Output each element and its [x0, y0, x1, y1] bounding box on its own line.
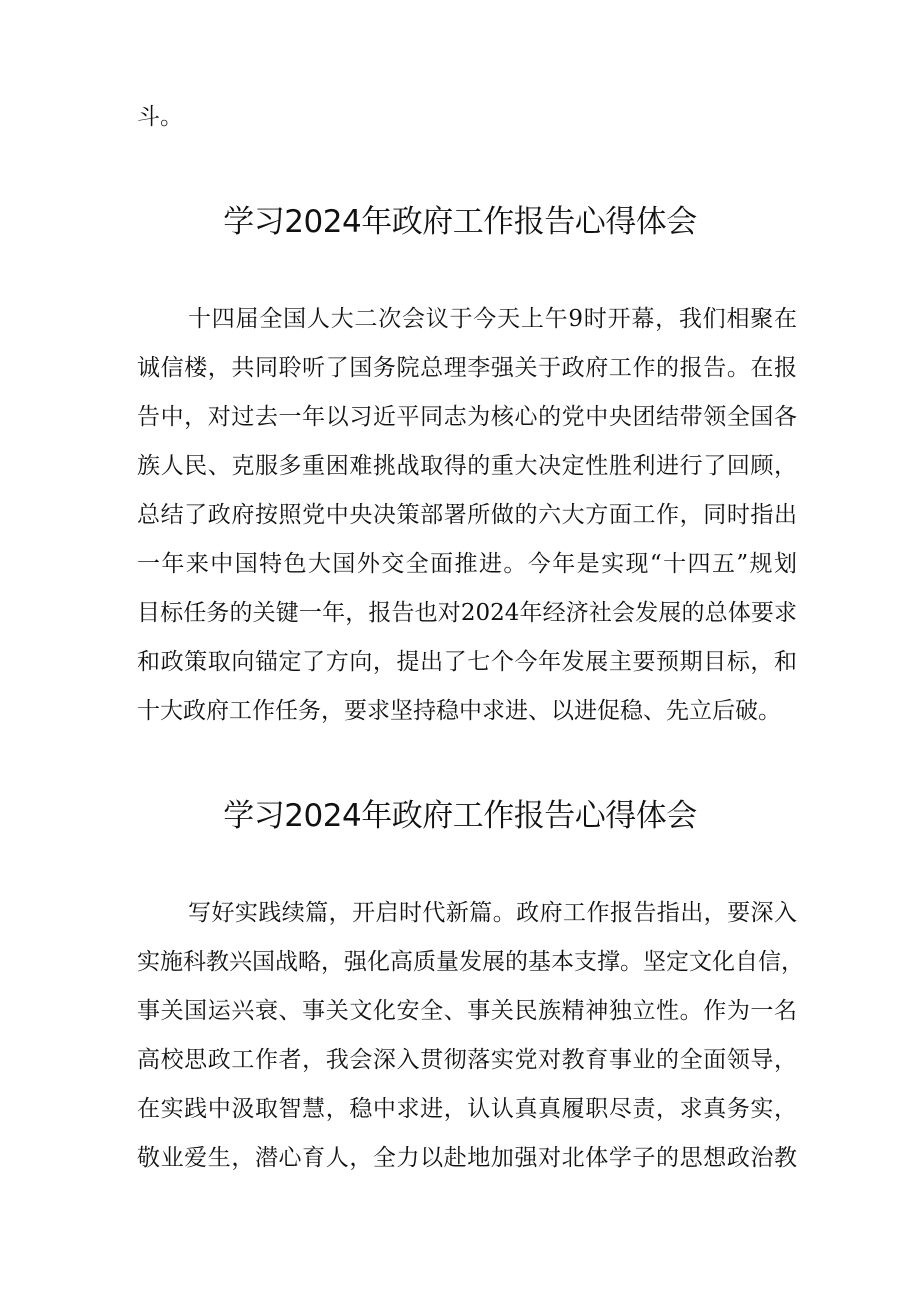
paragraph-line: 和政策取向锚定了方向，提出了七个今年发展主要预期目标，和	[137, 649, 797, 675]
paragraph-line: 实施科教兴国战略，强化高质量发展的基本支撑。坚定文化自信，	[137, 949, 804, 975]
paragraph-line: 写好实践续篇，开启时代新篇。政府工作报告指出，要深入	[188, 900, 797, 926]
section-2-title: 学习2024年政府工作报告心得体会	[223, 798, 697, 834]
paragraph-line: 诚信楼，共同聆听了国务院总理李强关于政府工作的报告。在报	[137, 355, 797, 381]
paragraph-line: 告中，对过去一年以习近平同志为核心的党中央团结带领全国各	[137, 404, 797, 430]
section-1-title: 学习2024年政府工作报告心得体会	[223, 204, 697, 240]
paragraph-line: 一年来中国特色大国外交全面推进。今年是实现“十四五”规划	[137, 551, 797, 577]
paragraph-line: 在实践中汲取智慧，稳中求进，认认真真履职尽责，求真务实，	[137, 1096, 797, 1122]
carryover-text-line: 斗。	[137, 104, 183, 130]
paragraph-line: 目标任务的关键一年，报告也对2024年经济社会发展的总体要求	[137, 600, 797, 626]
paragraph-line: 族人民、克服多重困难挑战取得的重大决定性胜利进行了回顾，	[137, 453, 797, 479]
paragraph-line: 十四届全国人大二次会议于今天上午9时开幕，我们相聚在	[188, 306, 797, 332]
paragraph-line: 十大政府工作任务，要求坚持稳中求进、以进促稳、先立后破。	[137, 698, 781, 724]
paragraph-line: 高校思政工作者，我会深入贯彻落实党对教育事业的全面领导，	[137, 1047, 797, 1073]
paragraph-line: 敬业爱生，潜心育人，全力以赴地加强对北体学子的思想政治教	[137, 1145, 797, 1171]
paragraph-line: 总结了政府按照党中央决策部署所做的六大方面工作，同时指出	[137, 502, 797, 528]
paragraph-line: 事关国运兴衰、事关文化安全、事关民族精神独立性。作为一名	[137, 998, 797, 1024]
